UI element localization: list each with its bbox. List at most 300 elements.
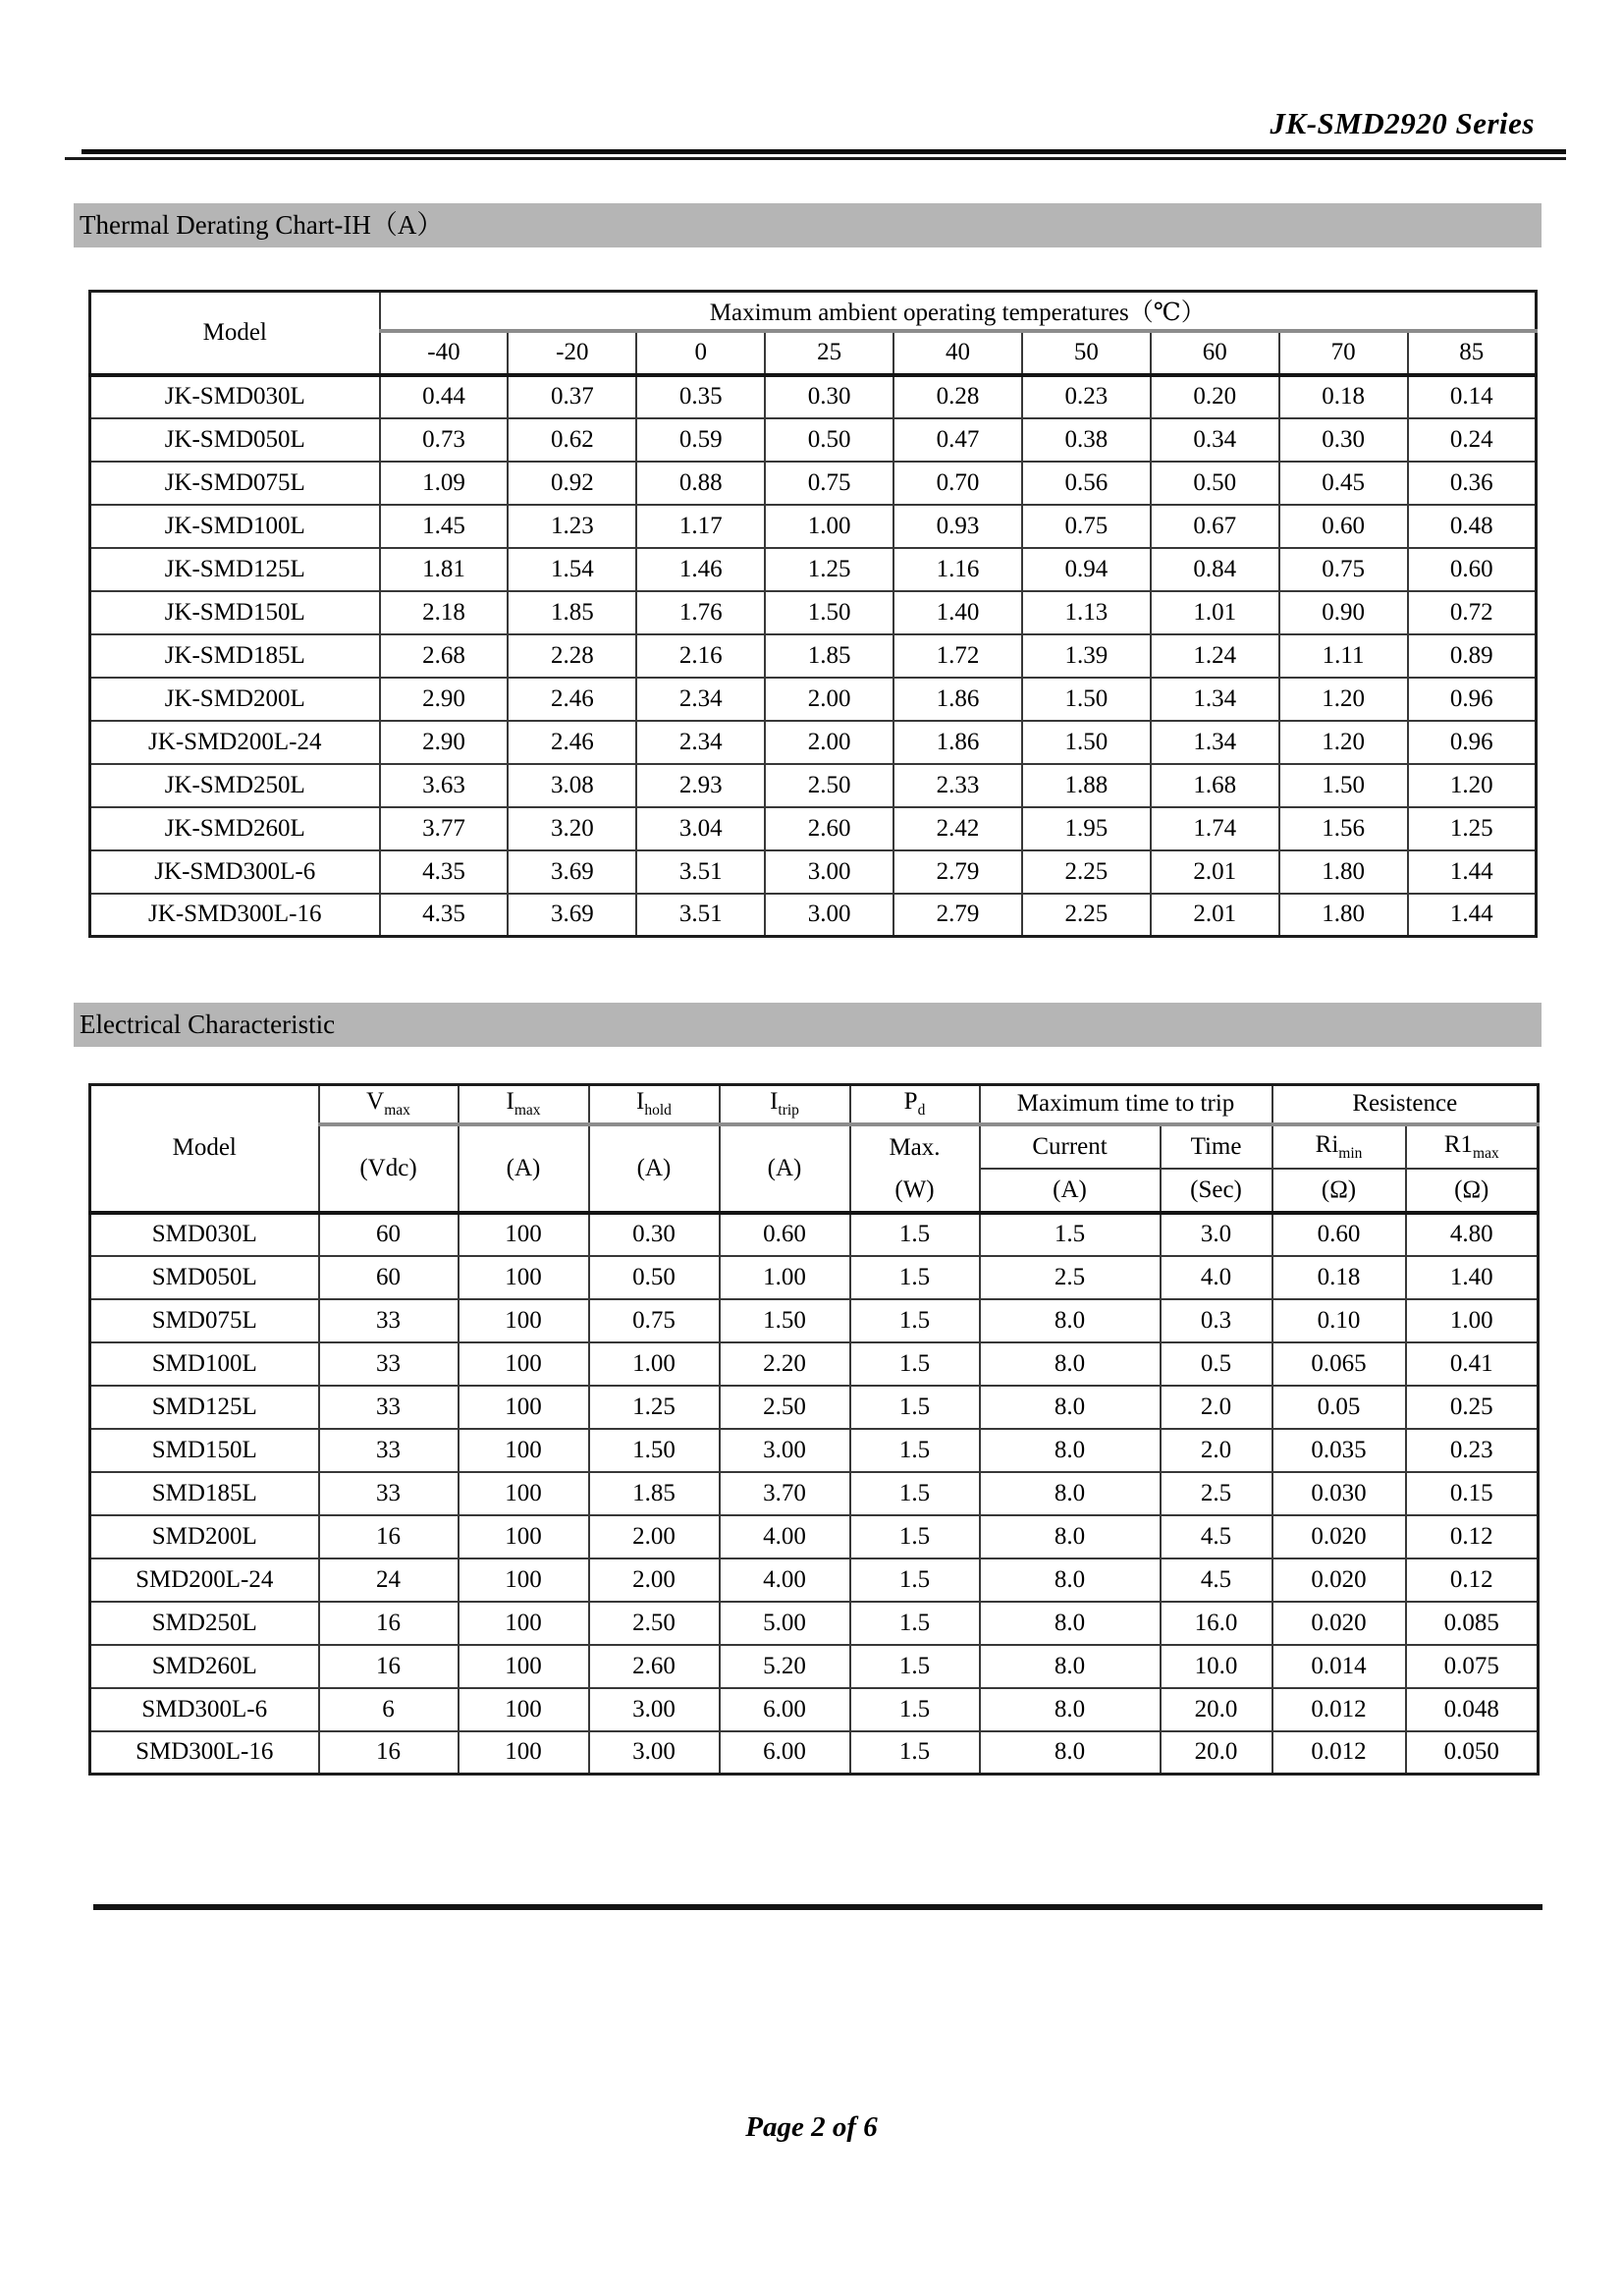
- value-cell: 0.75: [765, 462, 893, 505]
- value-cell: 0.075: [1406, 1645, 1539, 1688]
- value-cell: 0.05: [1272, 1386, 1406, 1429]
- model-cell: JK-SMD030L: [90, 375, 380, 418]
- table-row: [90, 462, 1537, 505]
- value-cell: 3.51: [636, 850, 765, 894]
- table-row: [90, 1515, 1539, 1558]
- table-row: [90, 894, 1537, 937]
- value-cell: 2.25: [1022, 894, 1151, 937]
- table2-ihold-header: $I_{hold}$: [589, 1085, 720, 1124]
- value-cell: 2.20: [720, 1342, 850, 1386]
- table2-vmax-unit: (Vdc): [319, 1124, 459, 1213]
- table1-temp-col-header: 50: [1022, 331, 1151, 375]
- value-cell: 2.00: [765, 678, 893, 721]
- value-cell: 1.81: [380, 548, 509, 591]
- value-cell: 0.035: [1272, 1429, 1406, 1472]
- value-cell: 1.80: [1279, 850, 1408, 894]
- table-row: [90, 678, 1537, 721]
- value-cell: 0.014: [1272, 1645, 1406, 1688]
- value-cell: 1.00: [589, 1342, 720, 1386]
- value-cell: 0.72: [1408, 591, 1537, 634]
- value-cell: 20.0: [1161, 1688, 1272, 1731]
- table2-r1max-header: $R1_{max}$: [1406, 1124, 1539, 1169]
- table-row: [90, 548, 1537, 591]
- value-cell: 1.5: [850, 1472, 980, 1515]
- value-cell: 1.00: [720, 1256, 850, 1299]
- value-cell: 0.30: [589, 1213, 720, 1256]
- value-cell: 1.85: [589, 1472, 720, 1515]
- table2-pd-header: $P_d$: [850, 1085, 980, 1124]
- value-cell: 8.0: [980, 1472, 1161, 1515]
- table1-temp-col-header: 40: [893, 331, 1022, 375]
- value-cell: 0.45: [1279, 462, 1408, 505]
- value-cell: 0.012: [1272, 1731, 1406, 1775]
- value-cell: 1.5: [850, 1386, 980, 1429]
- value-cell: 4.0: [1161, 1256, 1272, 1299]
- value-cell: 1.50: [765, 591, 893, 634]
- value-cell: 0.20: [1151, 375, 1279, 418]
- header-rule-thick: [81, 149, 1566, 154]
- value-cell: 100: [459, 1472, 589, 1515]
- value-cell: 2.01: [1151, 850, 1279, 894]
- table2-rimin-unit: (Ω): [1272, 1169, 1406, 1213]
- table-row: [90, 418, 1537, 462]
- value-cell: 2.50: [589, 1602, 720, 1645]
- model-cell: SMD185L: [90, 1472, 319, 1515]
- value-cell: 2.25: [1022, 850, 1151, 894]
- value-cell: 1.45: [380, 505, 509, 548]
- electrical-table-body: [90, 1213, 1539, 1775]
- value-cell: 0.41: [1406, 1342, 1539, 1386]
- model-cell: JK-SMD250L: [90, 764, 380, 807]
- table1-temp-col-header: 60: [1151, 331, 1279, 375]
- value-cell: 3.00: [765, 850, 893, 894]
- value-cell: 5.00: [720, 1602, 850, 1645]
- value-cell: 2.90: [380, 678, 509, 721]
- model-cell: SMD250L: [90, 1602, 319, 1645]
- table1-temp-col-header: -40: [380, 331, 509, 375]
- electrical-characteristic-table: [88, 1083, 1540, 1776]
- value-cell: 1.44: [1408, 850, 1537, 894]
- value-cell: 1.88: [1022, 764, 1151, 807]
- value-cell: 8.0: [980, 1386, 1161, 1429]
- value-cell: 0.5: [1161, 1342, 1272, 1386]
- value-cell: 33: [319, 1472, 459, 1515]
- value-cell: 3.00: [589, 1731, 720, 1775]
- value-cell: 100: [459, 1558, 589, 1602]
- value-cell: 1.50: [1279, 764, 1408, 807]
- value-cell: 3.51: [636, 894, 765, 937]
- value-cell: 0.012: [1272, 1688, 1406, 1731]
- value-cell: 100: [459, 1645, 589, 1688]
- table2-vmax-header: $V_{max}$: [319, 1085, 459, 1124]
- table-row: [90, 807, 1537, 850]
- value-cell: 0.73: [380, 418, 509, 462]
- value-cell: 16: [319, 1645, 459, 1688]
- value-cell: 8.0: [980, 1429, 1161, 1472]
- value-cell: 0.12: [1406, 1515, 1539, 1558]
- value-cell: 1.50: [1022, 721, 1151, 764]
- value-cell: 100: [459, 1256, 589, 1299]
- value-cell: 1.86: [893, 678, 1022, 721]
- value-cell: 2.16: [636, 634, 765, 678]
- table-row: [90, 1645, 1539, 1688]
- value-cell: 2.01: [1151, 894, 1279, 937]
- value-cell: 1.5: [850, 1299, 980, 1342]
- value-cell: 1.40: [893, 591, 1022, 634]
- value-cell: 0.48: [1408, 505, 1537, 548]
- section-header-electrical-characteristic: Electrical Characteristic: [74, 1003, 1542, 1047]
- value-cell: 4.5: [1161, 1558, 1272, 1602]
- table2-time-header: Time: [1161, 1124, 1272, 1169]
- table2-imax-header: $I_{max}$: [459, 1085, 589, 1124]
- value-cell: 1.80: [1279, 894, 1408, 937]
- value-cell: 33: [319, 1342, 459, 1386]
- value-cell: 8.0: [980, 1558, 1161, 1602]
- value-cell: 0.36: [1408, 462, 1537, 505]
- table-row: [90, 1386, 1539, 1429]
- value-cell: 1.20: [1408, 764, 1537, 807]
- value-cell: 0.030: [1272, 1472, 1406, 1515]
- section-header-thermal-derating: Thermal Derating Chart-IH（A）: [74, 203, 1542, 247]
- table2-itrip-header: $I_{trip}$: [720, 1085, 850, 1124]
- table-row: [90, 1256, 1539, 1299]
- value-cell: 60: [319, 1213, 459, 1256]
- value-cell: 100: [459, 1213, 589, 1256]
- value-cell: 1.40: [1406, 1256, 1539, 1299]
- table1-temp-col-header: 70: [1279, 331, 1408, 375]
- value-cell: 1.85: [508, 591, 636, 634]
- thermal-derating-table: [88, 290, 1538, 938]
- table-row: [90, 505, 1537, 548]
- model-cell: SMD030L: [90, 1213, 319, 1256]
- value-cell: 3.77: [380, 807, 509, 850]
- value-cell: 1.5: [850, 1558, 980, 1602]
- value-cell: 4.5: [1161, 1515, 1272, 1558]
- table2-ihold-unit: (A): [589, 1124, 720, 1213]
- model-cell: SMD075L: [90, 1299, 319, 1342]
- header-rule-thin: [65, 157, 1566, 160]
- model-cell: SMD050L: [90, 1256, 319, 1299]
- model-cell: JK-SMD300L-6: [90, 850, 380, 894]
- table-row: [90, 634, 1537, 678]
- value-cell: 0.37: [508, 375, 636, 418]
- value-cell: 1.24: [1151, 634, 1279, 678]
- value-cell: 0.70: [893, 462, 1022, 505]
- value-cell: 100: [459, 1386, 589, 1429]
- value-cell: 0.60: [1279, 505, 1408, 548]
- table2-current-header: Current: [980, 1124, 1161, 1169]
- model-cell: JK-SMD300L-16: [90, 894, 380, 937]
- value-cell: 2.00: [589, 1558, 720, 1602]
- value-cell: 100: [459, 1299, 589, 1342]
- value-cell: 8.0: [980, 1645, 1161, 1688]
- model-cell: JK-SMD200L: [90, 678, 380, 721]
- value-cell: 3.70: [720, 1472, 850, 1515]
- value-cell: 2.46: [508, 678, 636, 721]
- value-cell: 8.0: [980, 1299, 1161, 1342]
- value-cell: 0.50: [589, 1256, 720, 1299]
- value-cell: 0.88: [636, 462, 765, 505]
- value-cell: 0.62: [508, 418, 636, 462]
- model-cell: JK-SMD075L: [90, 462, 380, 505]
- value-cell: 4.35: [380, 894, 509, 937]
- value-cell: 0.60: [1408, 548, 1537, 591]
- value-cell: 1.85: [765, 634, 893, 678]
- value-cell: 0.89: [1408, 634, 1537, 678]
- value-cell: 1.5: [850, 1688, 980, 1731]
- value-cell: 33: [319, 1429, 459, 1472]
- value-cell: 100: [459, 1429, 589, 1472]
- value-cell: 16: [319, 1731, 459, 1775]
- value-cell: 0.14: [1408, 375, 1537, 418]
- value-cell: 0.020: [1272, 1515, 1406, 1558]
- value-cell: 1.39: [1022, 634, 1151, 678]
- value-cell: 2.5: [1161, 1472, 1272, 1515]
- thermal-derating-table-head: [90, 292, 1537, 375]
- table2-itrip-unit: (A): [720, 1124, 850, 1213]
- table-row: [90, 1342, 1539, 1386]
- value-cell: 0.47: [893, 418, 1022, 462]
- value-cell: 1.5: [980, 1213, 1161, 1256]
- value-cell: 0.085: [1406, 1602, 1539, 1645]
- value-cell: 20.0: [1161, 1731, 1272, 1775]
- table-row: [90, 764, 1537, 807]
- table2-r1max-unit: (Ω): [1406, 1169, 1539, 1213]
- thermal-derating-table-body: [90, 375, 1537, 937]
- value-cell: 0.94: [1022, 548, 1151, 591]
- table1-temp-col-header: -20: [508, 331, 636, 375]
- model-cell: SMD100L: [90, 1342, 319, 1386]
- value-cell: 3.08: [508, 764, 636, 807]
- value-cell: 2.68: [380, 634, 509, 678]
- value-cell: 2.34: [636, 721, 765, 764]
- value-cell: 0.28: [893, 375, 1022, 418]
- value-cell: 16.0: [1161, 1602, 1272, 1645]
- value-cell: 3.00: [765, 894, 893, 937]
- value-cell: 0.25: [1406, 1386, 1539, 1429]
- value-cell: 8.0: [980, 1688, 1161, 1731]
- table2-pd-unit: Max. (W): [850, 1124, 980, 1213]
- model-cell: JK-SMD200L-24: [90, 721, 380, 764]
- value-cell: 1.00: [1406, 1299, 1539, 1342]
- value-cell: 3.00: [589, 1688, 720, 1731]
- table1-model-header: Model: [90, 292, 380, 375]
- value-cell: 16: [319, 1602, 459, 1645]
- value-cell: 33: [319, 1299, 459, 1342]
- value-cell: 0.048: [1406, 1688, 1539, 1731]
- value-cell: 1.50: [720, 1299, 850, 1342]
- table-row: [90, 850, 1537, 894]
- value-cell: 0.34: [1151, 418, 1279, 462]
- value-cell: 1.5: [850, 1602, 980, 1645]
- value-cell: 1.54: [508, 548, 636, 591]
- value-cell: 8.0: [980, 1515, 1161, 1558]
- table2-imax-unit: (A): [459, 1124, 589, 1213]
- value-cell: 1.72: [893, 634, 1022, 678]
- value-cell: 1.76: [636, 591, 765, 634]
- value-cell: 0.15: [1406, 1472, 1539, 1515]
- value-cell: 5.20: [720, 1645, 850, 1688]
- document-title: JK-SMD2920 Series: [1270, 106, 1535, 140]
- page-number: Page 2 of 6: [745, 2111, 878, 2143]
- value-cell: 0.065: [1272, 1342, 1406, 1386]
- table1-temp-col-header: 85: [1408, 331, 1537, 375]
- value-cell: 100: [459, 1602, 589, 1645]
- value-cell: 1.56: [1279, 807, 1408, 850]
- value-cell: 2.34: [636, 678, 765, 721]
- value-cell: 1.20: [1279, 721, 1408, 764]
- value-cell: 1.5: [850, 1342, 980, 1386]
- model-cell: SMD300L-6: [90, 1688, 319, 1731]
- value-cell: 6.00: [720, 1688, 850, 1731]
- value-cell: 100: [459, 1731, 589, 1775]
- value-cell: 1.00: [765, 505, 893, 548]
- value-cell: 2.46: [508, 721, 636, 764]
- value-cell: 2.0: [1161, 1386, 1272, 1429]
- model-cell: SMD260L: [90, 1645, 319, 1688]
- value-cell: 1.5: [850, 1213, 980, 1256]
- value-cell: 0.30: [1279, 418, 1408, 462]
- table2-max-time-to-trip-group-header: Maximum time to trip: [980, 1085, 1272, 1124]
- value-cell: 1.68: [1151, 764, 1279, 807]
- value-cell: 3.63: [380, 764, 509, 807]
- value-cell: 1.5: [850, 1429, 980, 1472]
- value-cell: 10.0: [1161, 1645, 1272, 1688]
- value-cell: 4.80: [1406, 1213, 1539, 1256]
- value-cell: 1.5: [850, 1731, 980, 1775]
- value-cell: 1.34: [1151, 721, 1279, 764]
- value-cell: 0.23: [1022, 375, 1151, 418]
- value-cell: 2.79: [893, 894, 1022, 937]
- value-cell: 0.60: [1272, 1213, 1406, 1256]
- table2-model-header: Model: [90, 1085, 319, 1213]
- value-cell: 3.69: [508, 850, 636, 894]
- value-cell: 3.69: [508, 894, 636, 937]
- model-cell: JK-SMD125L: [90, 548, 380, 591]
- value-cell: 1.44: [1408, 894, 1537, 937]
- model-cell: JK-SMD185L: [90, 634, 380, 678]
- value-cell: 0.93: [893, 505, 1022, 548]
- value-cell: 0.90: [1279, 591, 1408, 634]
- value-cell: 1.16: [893, 548, 1022, 591]
- value-cell: 0.35: [636, 375, 765, 418]
- value-cell: 0.44: [380, 375, 509, 418]
- table2-resistance-group-header: Resistence: [1272, 1085, 1539, 1124]
- value-cell: 1.5: [850, 1645, 980, 1688]
- value-cell: 3.0: [1161, 1213, 1272, 1256]
- value-cell: 0.3: [1161, 1299, 1272, 1342]
- table-row: [90, 591, 1537, 634]
- table2-time-unit: (Sec): [1161, 1169, 1272, 1213]
- value-cell: 2.00: [589, 1515, 720, 1558]
- value-cell: 2.42: [893, 807, 1022, 850]
- model-cell: SMD200L: [90, 1515, 319, 1558]
- model-cell: SMD150L: [90, 1429, 319, 1472]
- value-cell: 1.25: [1408, 807, 1537, 850]
- value-cell: 0.18: [1279, 375, 1408, 418]
- value-cell: 0.18: [1272, 1256, 1406, 1299]
- value-cell: 2.18: [380, 591, 509, 634]
- value-cell: 0.56: [1022, 462, 1151, 505]
- value-cell: 1.46: [636, 548, 765, 591]
- table-row: [90, 375, 1537, 418]
- table-row: [90, 1558, 1539, 1602]
- value-cell: 60: [319, 1256, 459, 1299]
- table-row: [90, 1472, 1539, 1515]
- value-cell: 0.020: [1272, 1558, 1406, 1602]
- value-cell: 100: [459, 1515, 589, 1558]
- value-cell: 1.5: [850, 1515, 980, 1558]
- value-cell: 1.5: [850, 1256, 980, 1299]
- model-cell: JK-SMD050L: [90, 418, 380, 462]
- value-cell: 3.20: [508, 807, 636, 850]
- value-cell: 0.60: [720, 1213, 850, 1256]
- table1-temp-col-header: 0: [636, 331, 765, 375]
- value-cell: 3.00: [720, 1429, 850, 1472]
- value-cell: 0.10: [1272, 1299, 1406, 1342]
- value-cell: 0.75: [1022, 505, 1151, 548]
- value-cell: 0.92: [508, 462, 636, 505]
- table1-temperatures-group-header: Maximum ambient operating temperatures（℃）: [380, 292, 1537, 331]
- value-cell: 1.11: [1279, 634, 1408, 678]
- value-cell: 2.50: [720, 1386, 850, 1429]
- value-cell: 0.38: [1022, 418, 1151, 462]
- value-cell: 0.50: [765, 418, 893, 462]
- value-cell: 2.90: [380, 721, 509, 764]
- value-cell: 0.020: [1272, 1602, 1406, 1645]
- model-cell: SMD300L-16: [90, 1731, 319, 1775]
- value-cell: 1.50: [1022, 678, 1151, 721]
- value-cell: 4.00: [720, 1558, 850, 1602]
- value-cell: 2.00: [765, 721, 893, 764]
- footer-rule: [93, 1904, 1542, 1910]
- table1-temp-col-header: 25: [765, 331, 893, 375]
- value-cell: 2.33: [893, 764, 1022, 807]
- value-cell: 0.59: [636, 418, 765, 462]
- model-cell: SMD200L-24: [90, 1558, 319, 1602]
- value-cell: 1.23: [508, 505, 636, 548]
- model-cell: JK-SMD150L: [90, 591, 380, 634]
- value-cell: 0.24: [1408, 418, 1537, 462]
- table-row: [90, 721, 1537, 764]
- value-cell: 2.0: [1161, 1429, 1272, 1472]
- model-cell: JK-SMD100L: [90, 505, 380, 548]
- value-cell: 1.25: [765, 548, 893, 591]
- value-cell: 0.75: [589, 1299, 720, 1342]
- value-cell: 6.00: [720, 1731, 850, 1775]
- value-cell: 2.5: [980, 1256, 1161, 1299]
- table-row: [90, 1602, 1539, 1645]
- value-cell: 0.50: [1151, 462, 1279, 505]
- value-cell: 0.75: [1279, 548, 1408, 591]
- value-cell: 0.67: [1151, 505, 1279, 548]
- value-cell: 0.050: [1406, 1731, 1539, 1775]
- value-cell: 2.28: [508, 634, 636, 678]
- value-cell: 0.96: [1408, 721, 1537, 764]
- value-cell: 1.20: [1279, 678, 1408, 721]
- value-cell: 4.35: [380, 850, 509, 894]
- value-cell: 0.23: [1406, 1429, 1539, 1472]
- value-cell: 6: [319, 1688, 459, 1731]
- value-cell: 2.79: [893, 850, 1022, 894]
- value-cell: 1.25: [589, 1386, 720, 1429]
- value-cell: 2.50: [765, 764, 893, 807]
- table2-rimin-header: $Ri_{min}$: [1272, 1124, 1406, 1169]
- value-cell: 100: [459, 1688, 589, 1731]
- value-cell: 0.96: [1408, 678, 1537, 721]
- model-cell: SMD125L: [90, 1386, 319, 1429]
- electrical-table-head: [90, 1085, 1539, 1213]
